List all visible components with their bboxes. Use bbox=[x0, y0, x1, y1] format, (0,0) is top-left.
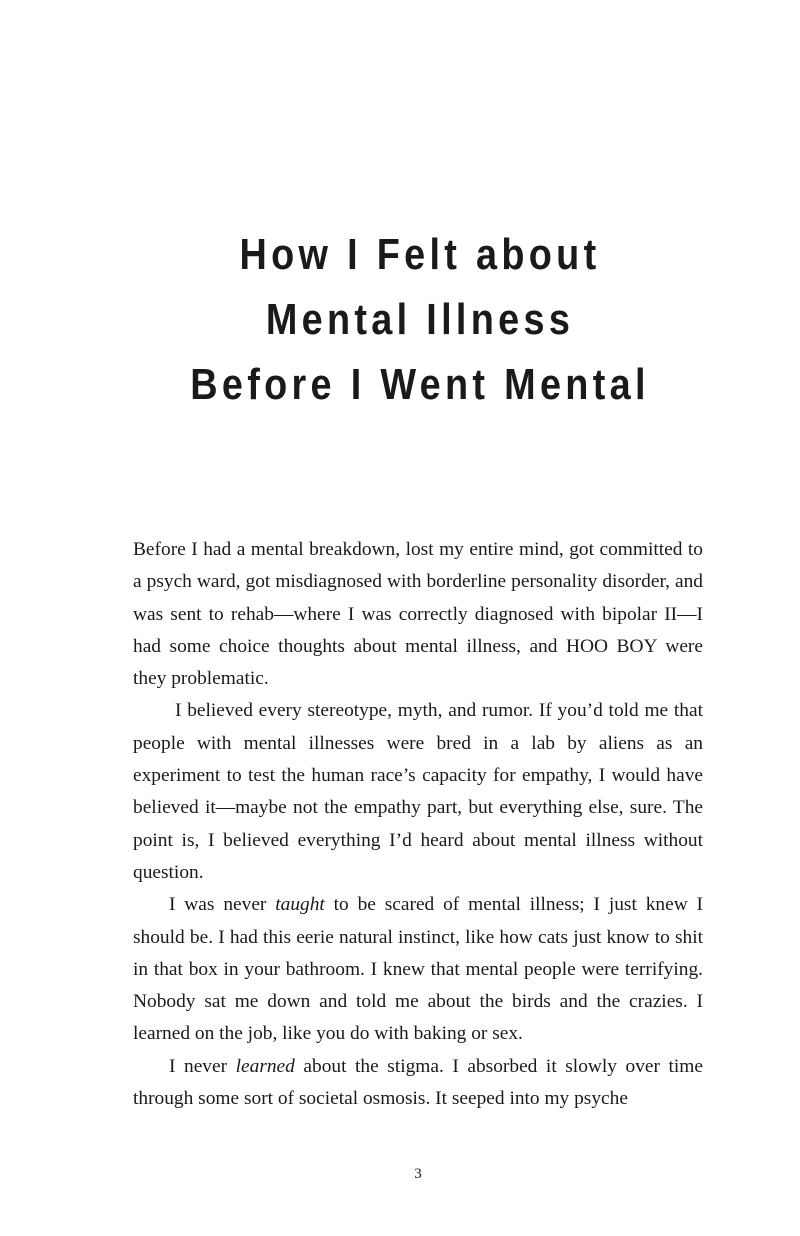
chapter-title bbox=[59, 222, 781, 417]
paragraph-3-text-a: I was never bbox=[169, 894, 276, 916]
body-text bbox=[133, 534, 703, 1115]
paragraph-4-text-a: I never bbox=[169, 1055, 236, 1077]
paragraph-4-emphasis: learned bbox=[235, 1055, 295, 1077]
paragraph-4 bbox=[133, 1051, 703, 1116]
paragraph-1-text: Before I had a mental breakdown, lost my entire mind, got committed to a psych ward, got misdiagnosed with borderline personality disorder, and was sent to rehab—where I was correctly diagnosed with bipolar II—I had some choice thoughts about mental illness, and HOO BOY were they problematic. bbox=[133, 539, 703, 690]
paragraph-2 bbox=[133, 695, 703, 889]
page-number: 3 bbox=[414, 1166, 422, 1182]
paragraph-4-text-b: about the stigma. I absorbed it slowly over time through some sort of societal osmosis. It seeped into my psyche bbox=[133, 1055, 703, 1110]
paragraph-3-emphasis: taught bbox=[275, 894, 325, 916]
chapter-title-line-3: Before I Went Mental bbox=[190, 360, 650, 409]
paragraph-3-text-b: to be scared of mental illness; I just knew I should be. I had this eerie natural instinct, like how cats just know to shit in that box in your bathroom. I knew that mental people were terrifying. Nobody sat me down and told me about the birds and the crazies. I learned on the job, like you do with baking or sex. bbox=[133, 894, 704, 1045]
paragraph-2-text: I believed every stereotype, myth, and rumor. If you’d told me that people with mental illnesses were bred in a lab by aliens as an experiment to test the human race’s capacity for empathy, I would have believed it—maybe not the empathy part, but everything else, sure. The point is, I believed everything I’d heard about mental illness without question. bbox=[133, 700, 703, 883]
paragraph-3 bbox=[133, 889, 703, 1050]
chapter-title-line-1: How I Felt about bbox=[239, 230, 601, 279]
paragraph-1 bbox=[133, 534, 703, 695]
chapter-title-line-2: Mental Illness bbox=[265, 295, 575, 344]
